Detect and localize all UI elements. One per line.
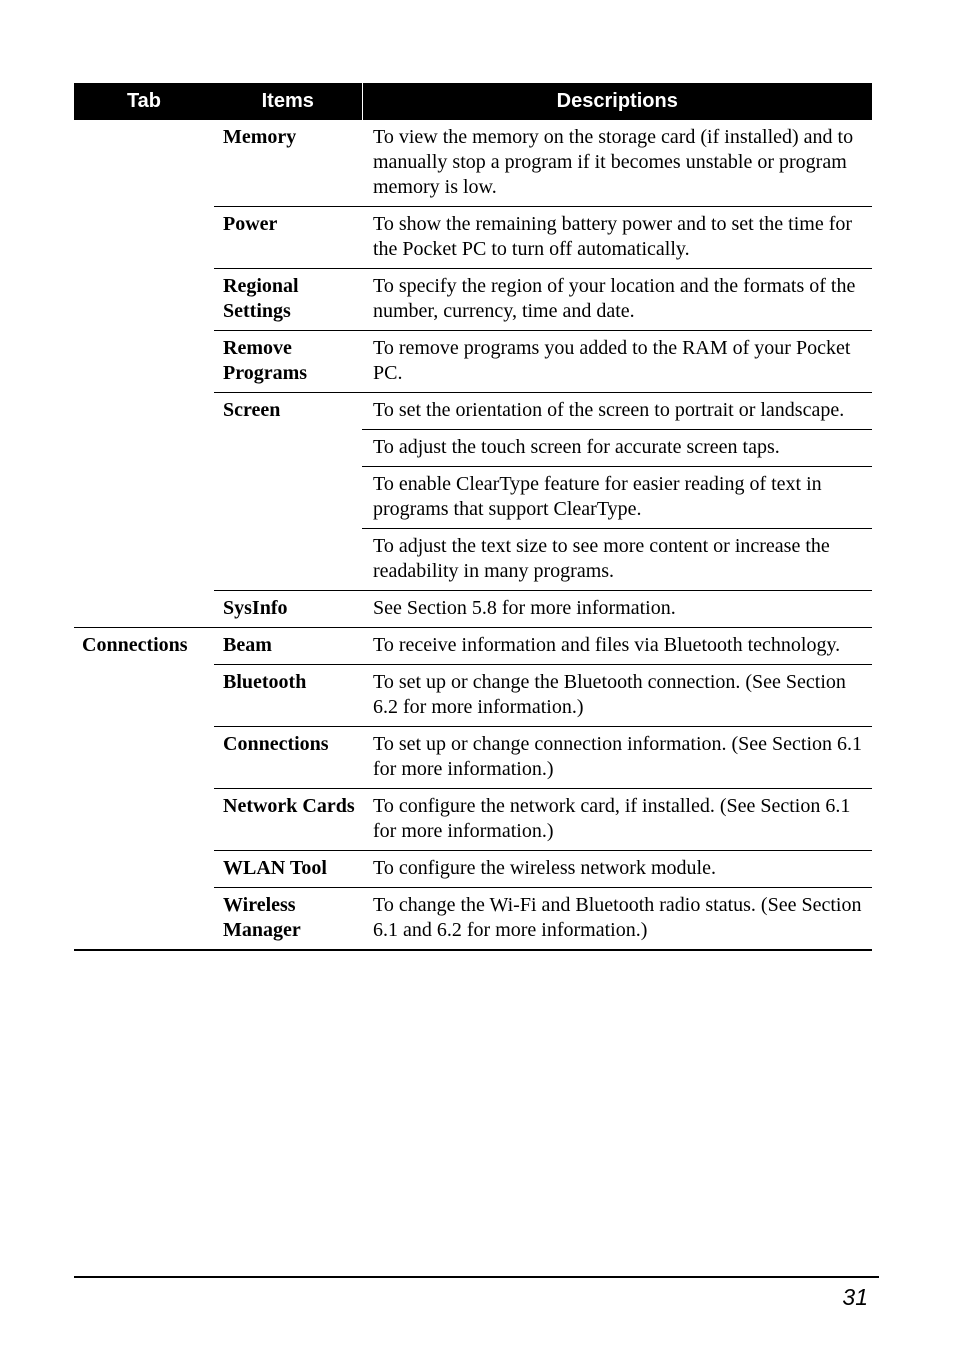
header-items: Items bbox=[214, 83, 362, 120]
table-row bbox=[74, 120, 872, 207]
description-cell: To adjust the touch screen for accurate screen taps. bbox=[362, 430, 872, 467]
description-cell: To adjust the text size to see more content or increase the readability in many programs. bbox=[362, 529, 872, 591]
tab-cell-connections: Connections bbox=[74, 628, 214, 951]
description-cell: To remove programs you added to the RAM of your Pocket PC. bbox=[362, 331, 872, 393]
item-cell: Wireless Manager bbox=[214, 888, 362, 951]
settings-table bbox=[74, 83, 872, 951]
description-cell: To specify the region of your location and the formats of the number, currency, time and date. bbox=[362, 269, 872, 331]
description-cell: To show the remaining battery power and to set the time for the Pocket PC to turn off automatically. bbox=[362, 207, 872, 269]
item-cell: SysInfo bbox=[214, 591, 362, 628]
description-cell: To enable ClearType feature for easier reading of text in programs that support ClearType. bbox=[362, 467, 872, 529]
item-cell: Power bbox=[214, 207, 362, 269]
item-cell: Screen bbox=[214, 393, 362, 591]
description-cell: To receive information and files via Bluetooth technology. bbox=[362, 628, 872, 665]
item-cell: Connections bbox=[214, 727, 362, 789]
item-cell: Network Cards bbox=[214, 789, 362, 851]
description-cell: To change the Wi-Fi and Bluetooth radio status. (See Section 6.1 and 6.2 for more information.) bbox=[362, 888, 872, 951]
description-cell: To view the memory on the storage card (if installed) and to manually stop a program if it becomes unstable or program memory is low. bbox=[373, 126, 854, 198]
item-cell: Remove Programs bbox=[214, 331, 362, 393]
page-number: 31 bbox=[842, 1284, 868, 1310]
description-cell: To set the orientation of the screen to portrait or landscape. bbox=[362, 393, 872, 430]
item-cell: Beam bbox=[214, 628, 362, 665]
item-cell: Bluetooth bbox=[214, 665, 362, 727]
description-cell: To set up or change the Bluetooth connection. (See Section 6.2 for more information.) bbox=[362, 665, 872, 727]
item-cell: Regional Settings bbox=[214, 269, 362, 331]
header-tab: Tab bbox=[74, 83, 214, 120]
table-header-row bbox=[74, 83, 872, 120]
description-cell: To configure the wireless network module. bbox=[362, 851, 872, 888]
table-row bbox=[74, 628, 872, 665]
item-cell: Memory bbox=[223, 126, 297, 148]
tab-cell-system bbox=[74, 120, 214, 628]
item-cell: WLAN Tool bbox=[214, 851, 362, 888]
description-cell: See Section 5.8 for more information. bbox=[362, 591, 872, 628]
header-descriptions: Descriptions bbox=[362, 83, 872, 120]
description-cell: To set up or change connection information. (See Section 6.1 for more information.) bbox=[362, 727, 872, 789]
description-cell: To configure the network card, if installed. (See Section 6.1 for more information.) bbox=[362, 789, 872, 851]
footer-rule bbox=[74, 1276, 879, 1278]
